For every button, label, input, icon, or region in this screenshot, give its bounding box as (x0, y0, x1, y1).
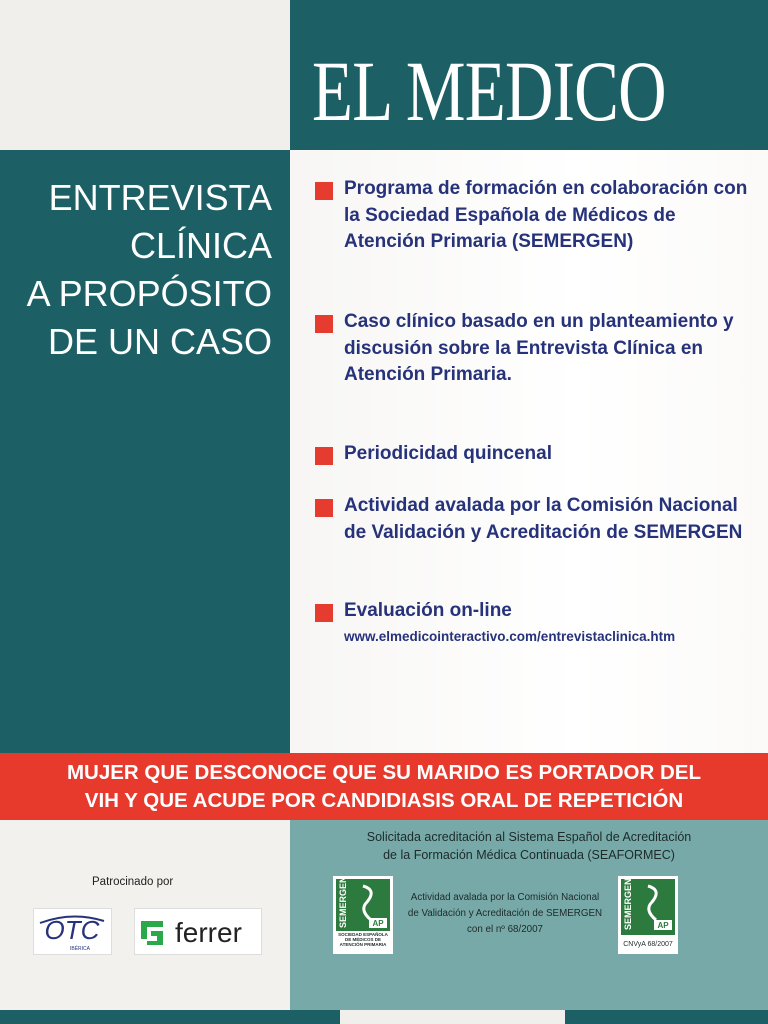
otc-logo-subtext: IBÉRICA (69, 946, 91, 952)
semergen-seal-icon (333, 876, 393, 954)
masthead-title: EL MEDICO (312, 43, 666, 139)
section-title (27, 174, 272, 366)
seal-name: SEMERGEN (338, 876, 348, 928)
section-title-line: CLÍNICA (129, 225, 272, 266)
bullet-item (315, 176, 755, 256)
sponsors-panel (0, 820, 290, 1010)
accreditation-line: Solicitada acreditación al Sistema Español de Acreditación (366, 830, 692, 844)
seal-ap: AP (372, 919, 384, 928)
seal-caption: SOCIEDAD ESPAÑOLA DE MÉDICOS DE ATENCIÓN PRIMARIA (338, 932, 388, 947)
seal-name: SEMERGEN (623, 878, 633, 930)
footer-strip (0, 1010, 340, 1024)
case-title-banner (0, 753, 768, 820)
ferrer-logo (134, 908, 262, 955)
accreditation-panel (290, 820, 768, 1010)
website-link[interactable]: www.elmedicointeractivo.com/entrevistaclinica.htm (344, 628, 676, 644)
bullet-text: Programa de formación en colaboración con la Sociedad Española de Médicos de Atención Primaria (SEMERGEN) (344, 178, 748, 252)
footer-strip (340, 1010, 565, 1024)
bullet-text: Caso clínico basado en un planteamiento y discusión sobre la Entrevista Clínica en Atención Primaria. (344, 311, 734, 385)
bullet-item (315, 441, 755, 468)
accreditation-line: de la Formación Médica Continuada (SEAFORMEC) (383, 848, 675, 862)
banner-line: MUJER QUE DESCONOCE QUE SU MARIDO ES PORTADOR DEL (66, 761, 702, 784)
bullet-text: Evaluación on-line (344, 600, 512, 621)
endorsement-line: Actividad avalada por la Comisión Nacional (410, 892, 600, 903)
footer-strip (565, 1010, 768, 1024)
sponsored-label: Patrocinado por (92, 876, 174, 888)
bullet-item (315, 309, 755, 389)
ferrer-logo-text: ferrer (175, 917, 242, 948)
bullet-item (315, 493, 755, 546)
seal-caption: CNVyA 68/2007 (623, 941, 673, 948)
red-square-icon (315, 499, 333, 517)
left-title-panel (0, 150, 290, 753)
semergen-seal-small-icon (618, 876, 678, 954)
section-title-line: A PROPÓSITO (26, 273, 272, 314)
bullet-text: Periodicidad quincenal (344, 443, 552, 464)
otc-iberica-logo (33, 908, 112, 955)
seal-ap: AP (657, 921, 669, 930)
endorsement-text (400, 890, 610, 938)
top-left-panel (0, 0, 290, 150)
otc-logo-text: OTC (44, 915, 100, 945)
red-square-icon (315, 315, 333, 333)
masthead (290, 0, 768, 150)
info-panel (290, 150, 768, 753)
section-title-line: ENTREVISTA (48, 177, 272, 218)
red-square-icon (315, 182, 333, 200)
bullet-item (315, 598, 755, 647)
endorsement-line: de Validación y Acreditación de SEMERGEN (407, 908, 603, 919)
accreditation-text (290, 828, 768, 864)
red-square-icon (315, 604, 333, 622)
banner-line: VIH Y QUE ACUDE POR CANDIDIASIS ORAL DE REPETICIÓN (84, 789, 684, 812)
section-title-line: DE UN CASO (47, 321, 272, 362)
endorsement-line: con el nº 68/2007 (466, 924, 544, 935)
bullet-text: Actividad avalada por la Comisión Nacional de Validación y Acreditación de SEMERGEN (344, 495, 743, 543)
red-square-icon (315, 447, 333, 465)
